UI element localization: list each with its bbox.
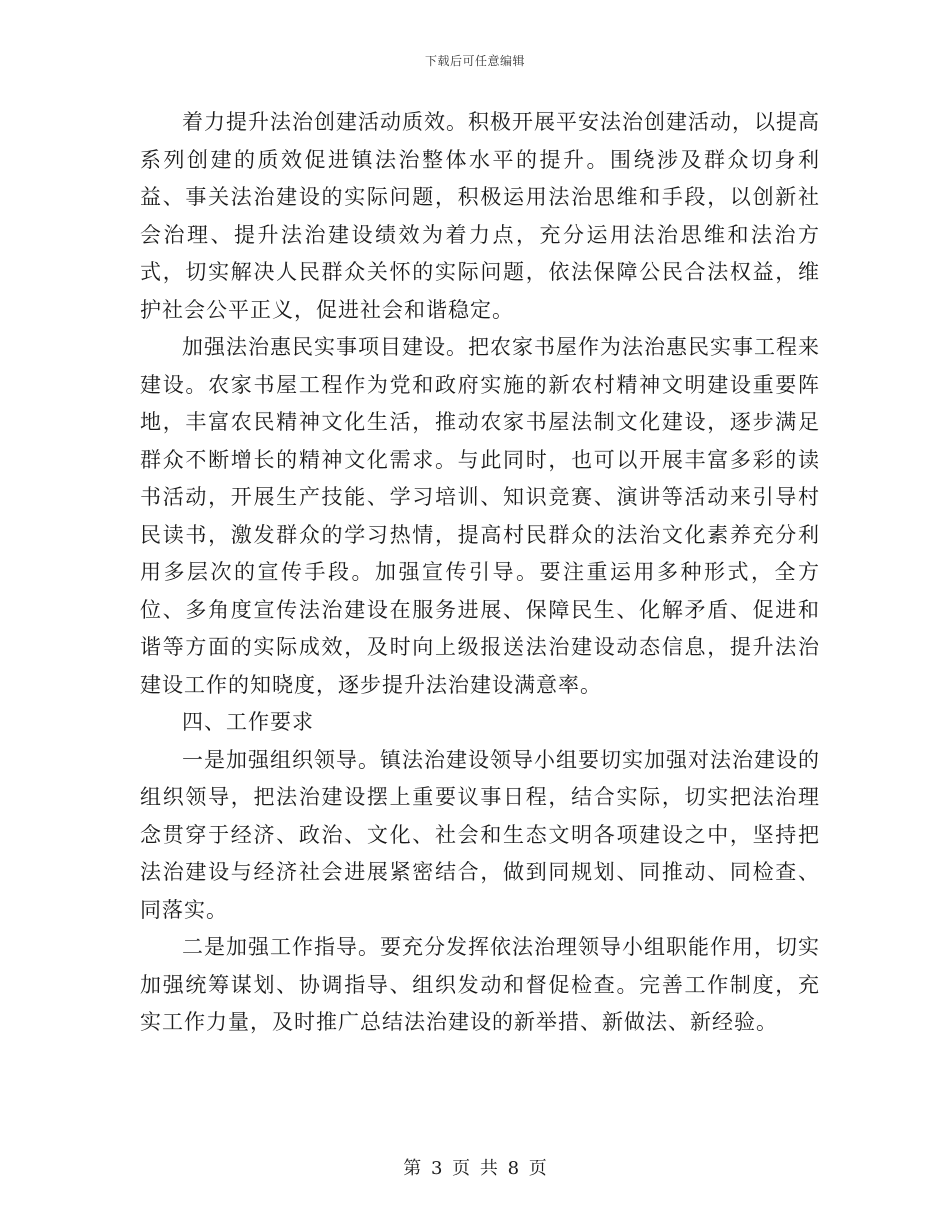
paragraph-organization-leadership: 一是加强组织领导。镇法治建设领导小组要切实加强对法治建设的组织领导，把法治建设摆上重要议事日程，结合实际，切实把法治理念贯穿于经济、政治、文化、社会和生态文明各项建设之中，坚持把法治建设与经济社会进展紧密结合，做到同规划、同推动、同检查、同落实。 (140, 747, 820, 922)
paragraph-public-welfare-projects: 加强法治惠民实事项目建设。把农家书屋作为法治惠民实事工程来建设。农家书屋工程作为党和政府实施的新农村精神文明建设重要阵地，丰富农民精神文化生活，推动农家书屋法制文化建设，逐步满足群众不断增长的精神文化需求。与此同时，也可以开展丰富多彩的读书活动，开展生产技能、学习培训、知识竞赛、演讲等活动来引导村民读书，激发群众的学习热情，提高村民群众的法治文化素养充分利用多层次的宣传手段。加强宣传引导。要注重运用多种形式，全方位、多角度宣传法治建设在服务进展、保障民生、化解矛盾、促进和谐等方面的实际成效，及时向上级报送法治建设动态信息，提升法治建设工作的知晓度，逐步提升法治建设满意率。 (140, 335, 820, 697)
paragraph-work-guidance: 二是加强工作指导。要充分发挥依法治理领导小组职能作用，切实加强统筹谋划、协调指导、组织发动和督促检查。完善工作制度，充实工作力量，及时推广总结法治建设的新举措、新做法、新经验。 (140, 935, 820, 1034)
document-body (140, 104, 820, 1042)
paragraph-legal-activities: 着力提升法治创建活动质效。积极开展平安法治创建活动，以提高系列创建的质效促进镇法治整体水平的提升。围绕涉及群众切身利益、事关法治建设的实际问题，积极运用法治思维和手段，以创新社会治理、提升法治建设绩效为着力点，充分运用法治思维和法治方式，切实解决人民群众关怀的实际问题，依法保障公民合法权益，维护社会公平正义，促进社会和谐稳定。 (140, 110, 820, 322)
section-heading-work-requirements: 四、工作要求 (182, 710, 314, 734)
page-number: 第 3 页 共 8 页 (403, 1158, 547, 1179)
page-header: 下载后可任意编辑 (424, 54, 525, 68)
